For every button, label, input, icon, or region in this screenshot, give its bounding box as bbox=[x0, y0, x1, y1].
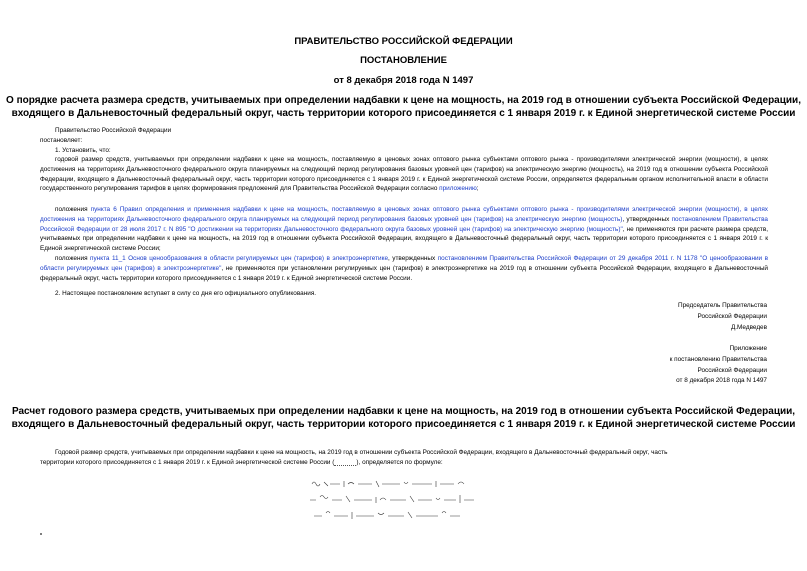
resolution-1178-link[interactable]: постановлением Правительства Российской Федерации от 29 декабря 2011 г. N 1178 "О ценообразовании в области регулируемых цен (тарифов) в электроэнергетике" bbox=[40, 255, 768, 272]
resolution-895-link[interactable]: постановлением Правительства Российской Федерации от 28 июля 2017 г. N 895 "О достижении на территориях Дальневосточного федерального округа базовых уровней цен (тарифов) на электрическую энергию (мощность)" bbox=[40, 215, 768, 233]
paragraph-3-approved: , утвержденных bbox=[388, 255, 436, 262]
document-title-line-1: О порядке расчета размера средств, учитываемых при определении надбавки к цене на мощность, на 2019 год в отношении субъекта Российской Федерации, bbox=[6, 95, 801, 106]
paragraph-1: годовой размер средств, учитываемых при определении надбавки к цене на мощность, поставляемую в ценовых зонах оптового рынка субъектами оптового рынка - производителями электрической энергии (мощности), в целях достижения на территориях Дальневосточного федерального округа планируемых на следующий период регулирования базовых уровней цен (тарифов) на электрическую энергию (мощность), на 2019 год в отношении субъекта Российской Федерации, входящего в Дальневосточный федеральный округ, часть территории которого присоединяется с 1 января 2019 г. к Единой энергетической системе России, определяется федеральным органом исполнительной власти в области государственного регулирования тарифов в целях формирования предложений для Правительства Российской Федерации согласно приложению; bbox=[40, 156, 768, 193]
appendix-title-line-2: входящего в Дальневосточный федеральный округ, часть территории которого присоединяется с 1 января 2019 г. к Единой энергетической системе России bbox=[11, 419, 796, 430]
document-date-number: от 8 декабря 2018 года N 1497 bbox=[333, 75, 474, 86]
signature-name: Д.Медведев bbox=[730, 323, 767, 331]
appendix-title-line-1: Расчет годового размера средств, учитываемых при определении надбавки к цене на мощность, на 2019 год в отношении субъекта Российской Федерации, bbox=[11, 406, 796, 417]
appendix-link[interactable]: приложению bbox=[439, 185, 477, 193]
item-1: 1. Установить, что: bbox=[55, 147, 111, 154]
appendix-date: от 8 декабря 2018 года N 1497 bbox=[676, 377, 767, 385]
government-heading: ПРАВИТЕЛЬСТВО РОССИЙСКОЙ ФЕДЕРАЦИИ bbox=[294, 36, 513, 47]
signature-country: Российской Федерации bbox=[697, 312, 767, 320]
formula-image bbox=[300, 476, 500, 526]
document-type: ПОСТАНОВЛЕНИЕ bbox=[360, 55, 447, 66]
item-2: 2. Настоящее постановление вступает в силу со дня его официального опубликования. bbox=[55, 290, 317, 297]
pricing-basics-link[interactable]: пункта 11_1 Основ ценообразования в области регулируемых цен (тарифов) в электроэнергетике bbox=[90, 255, 389, 262]
paragraph-2-approved: , утвержденных bbox=[622, 215, 670, 223]
paragraph-2-lead: положения bbox=[55, 206, 88, 213]
formula-graphic bbox=[300, 476, 500, 524]
page-mark bbox=[40, 533, 42, 535]
paragraph-2-text: , не применяются при расчете размера средств, учитываемых при определении надбавки к цене на мощность, на 2019 год в отношении субъекта Российской Федерации, входящего в Дальневосточный федеральный округ, часть территории которого присоединяется с 1 января 2019 г. к Единой энергетической системе России; bbox=[40, 225, 768, 253]
document-title-line-2: входящего в Дальневосточный федеральный округ, часть территории которого присоединяется с 1 января 2019 г. к Единой энергетической системе России bbox=[11, 108, 796, 119]
appendix-header bbox=[670, 344, 767, 387]
paragraph-3-lead: положения bbox=[55, 255, 88, 262]
rules-point-6-link[interactable]: пункта 6 Правил определения и применения надбавки к цене на мощность, поставляемую в ценовых зонах оптового рынка субъектами оптового рынка - производителями электрической энергии (мощности), в целях достижения на территориях Дальневосточного федерального округа планируемых на следующий период регулирования базовых уровней цен (тарифов) на электрическую энергию (мощность) bbox=[40, 206, 768, 223]
appendix-country: Российской Федерации bbox=[697, 366, 767, 374]
appendix-text-line-1: Годовой размер средств, учитываемых при определении надбавки к цене на мощность, на 2019 год в отношении субъекта Российской Федерации, входящего в Дальневосточный федеральный округ, часть bbox=[55, 449, 668, 456]
paragraph-3-text: , не применяются при установлении регулируемых цен (тарифов) в электроэнергетике на 2019 год в отношении субъекта Российской Федерации, входящего в Дальневосточный федеральный округ, часть территории которого присоединяется с 1 января 2019 г. к Единой энергетической системе России. bbox=[40, 264, 769, 282]
appendix-text-line-2: территории которого присоединяется с 1 января 2019 г. к Единой энергетической системе России ( ), определяется по формуле: bbox=[40, 459, 443, 466]
signature-block bbox=[678, 301, 767, 333]
appendix-label: Приложение bbox=[729, 345, 767, 352]
formula-symbol-inline bbox=[334, 459, 356, 466]
appendix-to-resolution: к постановлению Правительства bbox=[669, 355, 767, 363]
paragraph-1-text: годовой размер средств, учитываемых при определении надбавки к цене на мощность, поставляемую в ценовых зонах оптового рынка субъектами оптового рынка - производителями электрической энергии (мощности), в целях достижения на территориях Дальневосточного федерального округа планируемых на следующий период регулирования базовых уровней цен (тарифов) на электрическую энергию (мощность), на 2019 год в отношении субъекта Российской Федерации, входящего в Дальневосточный федеральный округ, часть территории которого присоединяется с 1 января 2019 г. к Единой энергетической системе России, определяется федеральным органом исполнительной власти в области государственного регулирования тарифов в целях формирования предложений для Правительства Российской Федерации согласно bbox=[40, 156, 768, 193]
signature-position: Председатель Правительства bbox=[678, 302, 767, 309]
paragraph-3 bbox=[40, 254, 768, 283]
paragraph-2 bbox=[40, 205, 768, 254]
intro-government: Правительство Российской Федерации bbox=[55, 127, 172, 134]
intro-resolves: постановляет: bbox=[40, 137, 83, 144]
